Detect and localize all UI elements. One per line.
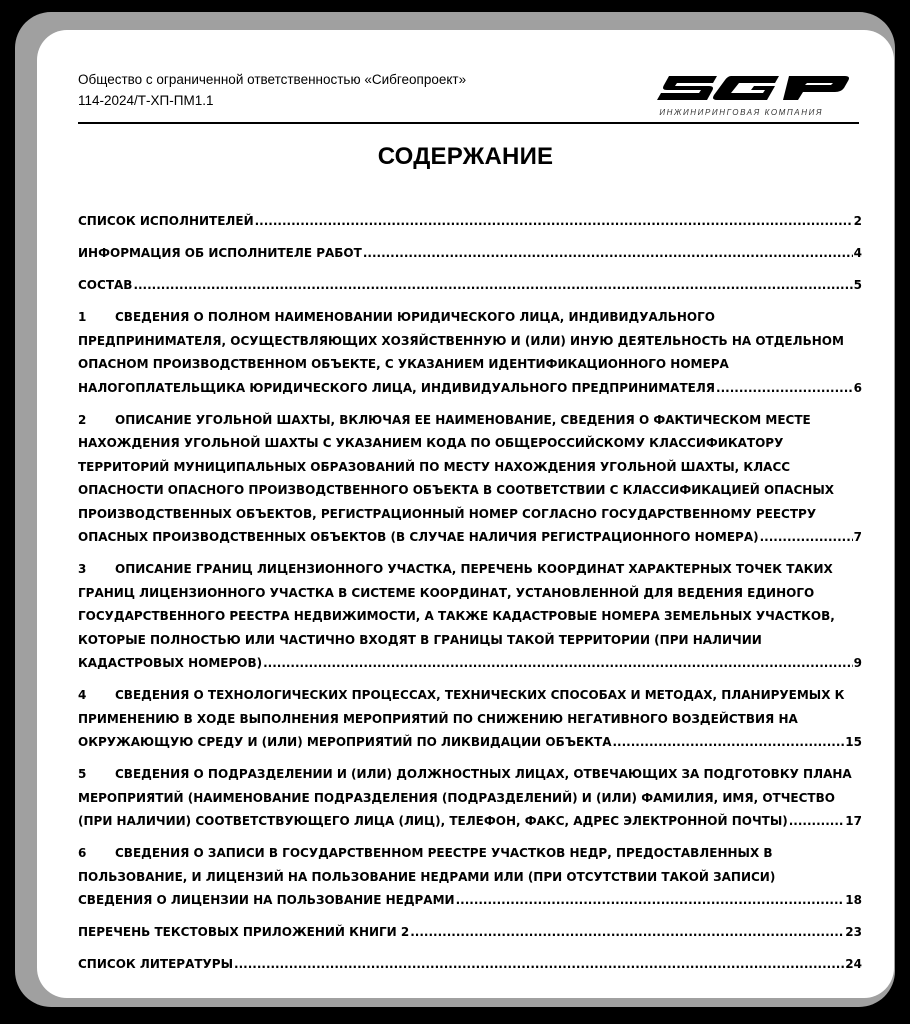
- toc-entry-text: СВЕДЕНИЯ О ЛИЦЕНЗИИ НА ПОЛЬЗОВАНИЕ НЕДРАМИ: [78, 893, 455, 907]
- toc-entry-text: ОПАСНОМ ПРОИЗВОДСТВЕННОМ ОБЪЕКТЕ, С УКАЗАНИЕМ ИДЕНТИФИКАЦИОННОГО НОМЕРА: [78, 357, 729, 371]
- toc-entry-text: ПРИМЕНЕНИЮ В ХОДЕ ВЫПОЛНЕНИЯ МЕРОПРИЯТИЙ ПО СНИЖЕНИЮ НЕГАТИВНОГО ВОЗДЕЙСТВИЯ НА: [78, 711, 798, 726]
- toc-entry-text: КАДАСТРОВЫХ НОМЕРОВ): [78, 656, 263, 670]
- toc-entry-text: СПИСОК ЛИТЕРАТУРЫ: [78, 957, 234, 971]
- toc-section-number: 4: [78, 688, 87, 702]
- toc-entry-line: [78, 353, 862, 377]
- toc-entry-last-line: [78, 377, 862, 401]
- toc-entry-line: [78, 503, 862, 527]
- document-page: [37, 30, 894, 998]
- toc-entry[interactable]: [78, 921, 862, 945]
- page-frame: [15, 12, 895, 1007]
- toc-page-number: 7: [853, 530, 862, 544]
- toc-entry[interactable]: [78, 242, 862, 266]
- toc-entry-line: [78, 684, 862, 708]
- toc-page-number: 5: [853, 278, 862, 292]
- toc-leader-dots: [133, 274, 852, 298]
- toc-entry-last-line: [78, 242, 862, 266]
- table-of-contents: [78, 210, 862, 985]
- toc-section-number: 5: [78, 767, 87, 781]
- toc-leader-dots: [255, 210, 853, 234]
- toc-page-number: 4: [853, 246, 862, 260]
- toc-page-number: 2: [853, 214, 862, 228]
- toc-entry-line: [78, 582, 862, 606]
- toc-entry-text: СВЕДЕНИЯ О ТЕХНОЛОГИЧЕСКИХ ПРОЦЕССАХ, ТЕХНИЧЕСКИХ СПОСОБАХ И МЕТОДАХ, ПЛАНИРУЕМЫХ К: [115, 688, 845, 702]
- organization-name: Общество с ограниченной ответственностью «Сибгеопроект»: [78, 72, 467, 87]
- toc-entry[interactable]: [78, 684, 862, 755]
- toc-entry-text: (ПРИ НАЛИЧИИ) СООТВЕТСТВУЮЩЕГО ЛИЦА (ЛИЦ), ТЕЛЕФОН, ФАКС, АДРЕС ЭЛЕКТРОННОЙ ПОЧТЫ): [78, 814, 788, 828]
- toc-entry-text: СВЕДЕНИЯ О ЗАПИСИ В ГОСУДАРСТВЕННОМ РЕЕСТРЕ УЧАСТКОВ НЕДР, ПРЕДОСТАВЛЕННЫХ В: [115, 846, 773, 860]
- toc-entry-line: [78, 763, 862, 787]
- toc-entry-line: [78, 605, 862, 629]
- toc-page-number: 24: [845, 957, 862, 971]
- toc-entry-line: [78, 479, 862, 503]
- toc-entry-line: [78, 306, 862, 330]
- toc-entry-text: ПРОИЗВОДСТВЕННЫХ ОБЪЕКТОВ, РЕГИСТРАЦИОННЫЙ НОМЕР СОГЛАСНО ГОСУДАРСТВЕННОМУ РЕЕСТРУ: [78, 506, 817, 521]
- toc-leader-dots: [716, 377, 853, 401]
- toc-entry-text: СВЕДЕНИЯ О ПОДРАЗДЕЛЕНИИ И (ИЛИ) ДОЛЖНОСТНЫХ ЛИЦАХ, ОТВЕЧАЮЩИХ ЗА ПОДГОТОВКУ ПЛАНА: [115, 767, 852, 781]
- toc-entry[interactable]: [78, 274, 862, 298]
- toc-page-number: 23: [845, 925, 862, 939]
- toc-leader-dots: [363, 242, 853, 266]
- toc-entry-last-line: [78, 652, 862, 676]
- toc-entry-text: КОТОРЫЕ ПОЛНОСТЬЮ ИЛИ ЧАСТИЧНО ВХОДЯТ В ГРАНИЦЫ ТАКОЙ ТЕРРИТОРИИ (ПРИ НАЛИЧИИ: [78, 632, 762, 647]
- toc-entry-line: [78, 629, 862, 653]
- toc-entry-last-line: [78, 731, 862, 755]
- toc-entry-text: ОПИСАНИЕ УГОЛЬНОЙ ШАХТЫ, ВКЛЮЧАЯ ЕЕ НАИМЕНОВАНИЕ, СВЕДЕНИЯ О ФАКТИЧЕСКОМ МЕСТЕ: [115, 412, 811, 427]
- toc-leader-dots: [760, 526, 853, 550]
- toc-entry-line: [78, 866, 862, 890]
- toc-leader-dots: [234, 953, 844, 977]
- toc-entry-text: ОПАСНЫХ ПРОИЗВОДСТВЕННЫХ ОБЪЕКТОВ (В СЛУЧАЕ НАЛИЧИЯ РЕГИСТРАЦИОННОГО НОМЕРА): [78, 530, 759, 544]
- page-header: [78, 70, 859, 124]
- toc-entry-line: [78, 708, 862, 732]
- toc-section-number: 3: [78, 562, 87, 576]
- toc-entry[interactable]: [78, 409, 862, 550]
- toc-page-number: 15: [845, 735, 862, 749]
- toc-entry-text: ОКРУЖАЮЩУЮ СРЕДУ И (ИЛИ) МЕРОПРИЯТИЙ ПО ЛИКВИДАЦИИ ОБЪЕКТА: [78, 735, 612, 749]
- toc-entry[interactable]: [78, 558, 862, 676]
- toc-leader-dots: [789, 810, 845, 834]
- toc-entry[interactable]: [78, 210, 862, 234]
- toc-entry-last-line: [78, 274, 862, 298]
- toc-leader-dots: [612, 731, 844, 755]
- toc-entry-line: [78, 456, 862, 480]
- toc-entry-last-line: [78, 921, 862, 945]
- toc-entry-text: ОПАСНОСТИ ОПАСНОГО ПРОИЗВОДСТВЕННОГО ОБЪЕКТА В СООТВЕТСТВИИ С КЛАССИФИКАЦИЕЙ ОПАСНЫХ: [78, 483, 835, 497]
- toc-leader-dots: [410, 921, 844, 945]
- toc-entry-text: ПЕРЕЧЕНЬ ТЕКСТОВЫХ ПРИЛОЖЕНИЙ КНИГИ 2: [78, 925, 410, 939]
- toc-entry-text: СОСТАВ: [78, 278, 133, 292]
- toc-entry-last-line: [78, 210, 862, 234]
- toc-page-number: 18: [845, 893, 862, 907]
- toc-entry-text: ГОСУДАРСТВЕННОГО РЕЕСТРА НЕДВИЖИМОСТИ, А ТАКЖЕ КАДАСТРОВЫЕ НОМЕРА ЗЕМЕЛЬНЫХ УЧАСТКОВ,: [78, 609, 835, 623]
- toc-page-number: 6: [853, 380, 862, 395]
- toc-entry-line: [78, 842, 862, 866]
- page-title: СОДЕРЖАНИЕ: [377, 143, 554, 170]
- toc-entry-line: [78, 330, 862, 354]
- toc-entry[interactable]: [78, 763, 862, 834]
- toc-entry-text: ОПИСАНИЕ ГРАНИЦ ЛИЦЕНЗИОННОГО УЧАСТКА, ПЕРЕЧЕНЬ КООРДИНАТ ХАРАКТЕРНЫХ ТОЧЕК ТАКИХ: [115, 562, 833, 576]
- toc-entry-text: НАХОЖДЕНИЯ УГОЛЬНОЙ ШАХТЫ С УКАЗАНИЕМ КОДА ПО ОБЩЕРОССИЙСКОМУ КЛАССИФИКАТОРУ: [78, 436, 784, 450]
- toc-leader-dots: [263, 652, 853, 676]
- toc-entry-text: ПОЛЬЗОВАНИЕ, И ЛИЦЕНЗИЙ НА ПОЛЬЗОВАНИЕ НЕДРАМИ ИЛИ (ПРИ ОТСУТСТВИИ ТАКОЙ ЗАПИСИ): [78, 869, 776, 884]
- toc-section-number: 2: [78, 412, 87, 427]
- toc-page-number: 17: [845, 814, 862, 828]
- toc-entry-line: [78, 432, 862, 456]
- logo-tagline: ИНЖИНИРИНГОВАЯ КОМПАНИЯ: [659, 108, 823, 117]
- toc-entry-last-line: [78, 810, 862, 834]
- toc-entry-line: [78, 787, 862, 811]
- toc-entry-text: ТЕРРИТОРИЙ МУНИЦИПАЛЬНЫХ ОБРАЗОВАНИЙ ПО МЕСТУ НАХОЖДЕНИЯ УГОЛЬНОЙ ШАХТЫ, КЛАСС: [78, 459, 791, 474]
- toc-entry-text: ГРАНИЦ ЛИЦЕНЗИОННОГО УЧАСТКА В СИСТЕМЕ КООРДИНАТ, УСТАНОВЛЕННОЙ ДЛЯ ВЕДЕНИЯ ЕДИНОГО: [78, 585, 815, 600]
- toc-entry[interactable]: [78, 953, 862, 977]
- toc-entry-text: ИНФОРМАЦИЯ ОБ ИСПОЛНИТЕЛЕ РАБОТ: [78, 246, 362, 260]
- toc-entry-last-line: [78, 526, 862, 550]
- toc-entry[interactable]: [78, 306, 862, 400]
- document-code: 114-2024/Т-ХП-ПМ1.1: [78, 93, 214, 108]
- toc-entry[interactable]: [78, 842, 862, 913]
- toc-entry-last-line: [78, 953, 862, 977]
- toc-section-number: 1: [78, 310, 87, 324]
- toc-entry-line: [78, 558, 862, 582]
- toc-leader-dots: [456, 889, 845, 913]
- toc-entry-text: ПРЕДПРИНИМАТЕЛЯ, ОСУЩЕСТВЛЯЮЩИХ ХОЗЯЙСТВЕННУЮ И (ИЛИ) ИНУЮ ДЕЯТЕЛЬНОСТЬ НА ОТДЕЛЬНОМ: [78, 333, 844, 348]
- toc-section-number: 6: [78, 846, 87, 860]
- toc-page-number: 9: [853, 656, 862, 670]
- toc-entry-text: НАЛОГОПЛАТЕЛЬЩИКА ЮРИДИЧЕСКОГО ЛИЦА, ИНДИВИДУАЛЬНОГО ПРЕДПРИНИМАТЕЛЯ: [78, 380, 716, 395]
- toc-entry-last-line: [78, 889, 862, 913]
- toc-entry-line: [78, 409, 862, 433]
- toc-entry-text: МЕРОПРИЯТИЙ (НАИМЕНОВАНИЕ ПОДРАЗДЕЛЕНИЯ (ПОДРАЗДЕЛЕНИЙ) И (ИЛИ) ФАМИЛИЯ, ИМЯ, ОТЧЕСТВО: [78, 790, 835, 805]
- toc-entry-text: СВЕДЕНИЯ О ПОЛНОМ НАИМЕНОВАНИИ ЮРИДИЧЕСКОГО ЛИЦА, ИНДИВИДУАЛЬНОГО: [115, 310, 715, 324]
- toc-entry-text: СПИСОК ИСПОЛНИТЕЛЕЙ: [78, 214, 254, 228]
